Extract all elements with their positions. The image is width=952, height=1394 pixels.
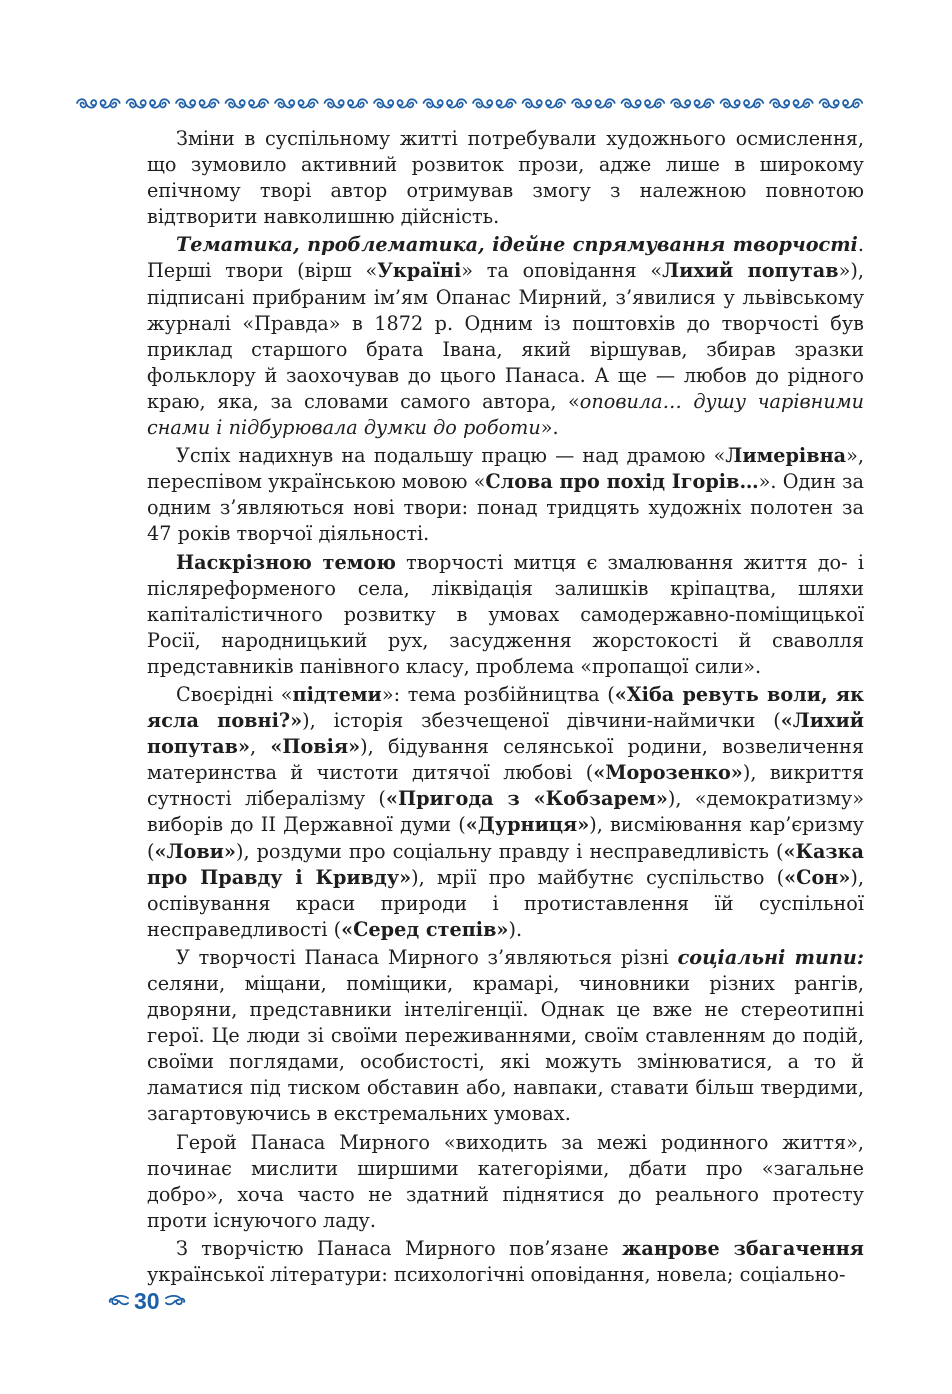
text-run: У творчості Панаса Мирного з’являються різні [176,945,678,969]
ornament-swirl-icon [671,99,690,107]
text-run: «Дурниця» [465,813,590,837]
text-run: «Лихий попутав» [147,709,864,759]
ornament-swirl-icon [770,99,789,107]
ornament-swirl-icon [299,99,318,107]
text-run: «Морозенко» [593,761,743,785]
text-run: ), викриття сутності лібералізму ( [147,761,864,811]
right-swirl-icon [164,1294,186,1308]
ornament-swirl-icon [101,99,120,107]
text-run: «Серед степів» [341,917,509,941]
text-run: «Казка про Правду і Кривду» [147,839,864,889]
ornament-swirl-icon [325,99,344,107]
text-run: ), мрії про майбутнє суспільство ( [411,865,785,889]
ornament-swirl-icon [596,99,615,107]
ornament-swirl-icon [473,99,492,107]
text-run: ), «демократизму» виборів до II Державної думи ( [147,787,864,837]
text-run: підтеми [292,682,382,706]
ornament-swirl-icon [645,99,664,107]
page-number-block [108,1286,186,1316]
text-run: Успіх надихнув на подальшу працю — над драмою « [176,444,726,468]
text-run: З творчістю Панаса Мирного пов’язане [176,1236,622,1260]
text-run: соціальні типи: [677,945,864,969]
paragraph-success [147,443,864,547]
text-run: української літератури: психологічні оповідання, новела; соціально- [147,1263,846,1287]
text-run: «Повія» [270,735,361,759]
ornament-swirl-icon [275,99,294,107]
text-run: «Пригода з «Кобзарем» [385,787,668,811]
ornament-swirl-icon [348,99,367,107]
text-run: », переспівом українською мовою « [147,444,864,494]
text-run: »), підписані прибраним ім’ям Опанас Мирний, з’явилися у львівському журналі «Правда» в 1872 р. Одним із поштовхів до творчості був приклад старшого брата Івана, який віршував, збирав зразки фольклору й заохочував до цього Панаса. А ще — любов до рідного краю, яка, за словами самого автора, « [147,259,864,413]
paragraph-main-theme [147,550,864,680]
paragraph-intro [147,126,864,230]
text-run: , [249,735,271,759]
ornament-swirl-icon [546,99,565,107]
text-run: ), роздуми про соціальну правду і несправедливість ( [235,839,784,863]
text-run: «Хіба ревуть воли, як ясла повні?» [147,682,864,733]
text-run: ), висміювання кар’єризму ( [147,813,864,863]
paragraph-hero [147,1130,864,1234]
paragraph-themes [147,232,864,441]
text-run: ). [508,917,523,941]
ornament-swirl-icon [622,99,641,107]
text-run: . Перші твори (вірш « [147,233,864,283]
text-run: Наскрізною темою [176,550,396,574]
ornament-swirl-icon [200,99,219,107]
text-run: оповила… душу чарівними снами і підбурювала думки до роботи [147,389,865,440]
ornament-swirl-icon [398,99,417,107]
ornament-swirl-icon [820,99,839,107]
page-number: 30 [134,1287,160,1314]
text-run: селяни, міщани, поміщики, крамарі, чиновники різних рангів, дворяни, представники інтелігенції. Однак це вже не стереотипні герої. Це люди зі своїми переживаннями, своїм ставленням до подій, своїми поглядами, особистості, які можуть змінюватися, а то й ламатися під тиском обставин або, навпаки, ставати більш твердими, загартовуючись в екстремальних умовах. [147,972,864,1126]
text-run: «Сон» [784,865,851,889]
text-run: Лихий попутав [662,259,839,283]
text-run: » та оповідання « [461,259,663,283]
ornament-swirl-icon [226,99,245,107]
text-run: Україні [377,259,462,283]
ornament-swirl-icon [249,99,268,107]
text-run: ), оспівування краси природи і протиставлення їй суспільної несправедливості ( [147,865,864,941]
ornament-swirl-icon [77,99,96,107]
text-run: Слова про похід Ігорів… [485,470,759,494]
body-text [147,126,864,1288]
text-run: Тематика, проблематика, ідейне спрямування творчості [176,233,858,257]
text-run: «Лови» [154,839,236,863]
text-run: Герой Панаса Мирного «виходить за межі родинного життя», починає мислити ширшими категоріями, дбати про «загальне добро», хоча часто не здатний піднятися до реального протесту проти існуючого ладу. [147,1130,864,1232]
text-run: ». [540,416,559,440]
ornament-swirl-icon [497,99,516,107]
text-run: »: тема розбійництва ( [381,682,615,706]
ornament-swirl-icon [150,99,169,107]
text-run: ), бідування селянської родини, возвеличення материнства й чистоти дитячої любові ( [147,735,864,785]
paragraph-social-types [147,945,864,1128]
ornament-swirl-icon [176,99,195,107]
text-run: творчості митця є змалювання життя до- і післяреформеного села, ліквідація залишків кріпацтва, шляхи капіталістичного розвитку в умовах самодержавно-поміщицької Росії, народницький рух, засудження жорстокості й сваволля представників панівного класу, проблема «пропащої сили». [147,550,864,678]
ornament-swirl-icon [374,99,393,107]
text-run: ), історія збезчещеної дівчини-наймички ( [302,709,781,733]
ornament-swirl-icon [424,99,443,107]
ornament-swirl-icon [127,99,146,107]
text-run: Своєрідні « [176,682,293,706]
text-run: Зміни в суспільному житті потребували художнього осмислення, що зумовило активний розвиток прози, адже лише в широкому епічному творі автор отримував змогу з належною повнотою відтворити навколишню дійсність. [147,127,864,229]
ornament-swirl-icon [447,99,466,107]
ornament-swirl-icon [572,99,591,107]
ornament-swirl-icon [695,99,714,107]
paragraph-genre [147,1236,864,1288]
ornament-swirl-icon [843,99,862,107]
top-ornament-border [74,92,866,116]
text-run: жанрове збагачення [621,1236,864,1260]
ornament-swirl-icon [721,99,740,107]
ornament-swirl-icon [523,99,542,107]
paragraph-subthemes [147,682,864,943]
ornament-swirl-icon [794,99,813,107]
text-run: Лимерівна [725,444,847,468]
text-run: ». Один за одним з’являються нові твори: понад тридцять художніх полотен за 47 років творчої діяльності. [147,470,864,546]
left-swirl-icon [108,1294,130,1308]
ornament-swirl-icon [744,99,763,107]
